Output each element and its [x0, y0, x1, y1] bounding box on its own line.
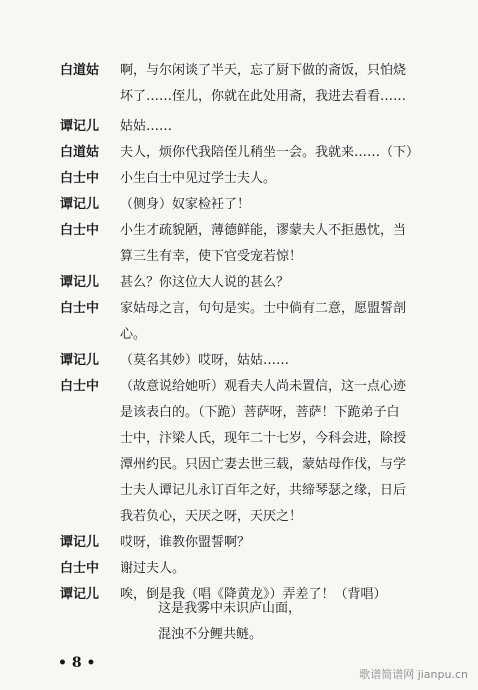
- dialogue-line: 谢过夫人。: [120, 561, 186, 576]
- dialogue-text: [120, 114, 450, 140]
- speaker-name: 谭记儿: [60, 275, 100, 290]
- dialogue-line: （故意说给她听）观看夫人尚未置信，这一点心迹: [120, 379, 407, 394]
- dialogue-line: 啊，与尔闲谈了半天，忘了厨下做的斋饭，只怕烧: [120, 63, 407, 78]
- dialogue-text: [120, 530, 450, 556]
- speaker-name: 谭记儿: [60, 197, 100, 212]
- dialogue-text: [120, 58, 450, 110]
- speaker-name: 谭记儿: [60, 535, 100, 550]
- dialogue-text: [120, 296, 450, 348]
- speaker-name: 白士中: [60, 379, 100, 394]
- speaker-name: 谭记儿: [60, 119, 100, 134]
- dialogue-line: 哎呀，谁教你盟誓啊？: [120, 535, 251, 550]
- dialogue-text: [120, 166, 450, 192]
- dialogue-line: 士夫人谭记儿永订百年之好，共缔琴瑟之缘，日后: [120, 483, 407, 498]
- speaker-name: 白士中: [60, 301, 100, 316]
- song-line: 混浊不分鲤共鲢。: [158, 627, 263, 642]
- dialogue-line: 小生白士中见过学士夫人。: [120, 171, 277, 186]
- dialogue-text: [120, 348, 450, 374]
- dialogue-text: [120, 374, 450, 530]
- dialogue-line: 夫人，烦你代我陪侄儿稍坐一会。我就来……（下）: [120, 145, 420, 160]
- speaker-name: 谭记儿: [60, 353, 100, 368]
- song-line: 这是我雾中未识庐山面，: [158, 601, 302, 616]
- dialogue-text: [120, 218, 450, 270]
- dialogue-line: 姑姑……: [120, 119, 173, 134]
- dialogue-line: （莫名其妙）哎呀，姑姑……: [120, 353, 290, 368]
- dialogue-line: 潭州约民。只因亡妻去世三载，蒙姑母作伐，与学: [120, 457, 407, 472]
- speaker-name: 白道姑: [60, 145, 100, 160]
- dialogue-line: 心。: [120, 327, 147, 342]
- dialogue-text: [120, 270, 450, 296]
- dialogue-line: 小生才疏貌陋，薄德鲜能，谬蒙夫人不拒愚忱，当: [120, 223, 407, 238]
- dialogue-line: （侧身）奴家检衽了！: [120, 197, 251, 212]
- page-number: • 8 •: [58, 655, 96, 671]
- speaker-name: 白道姑: [60, 63, 100, 78]
- dialogue-line: 家姑母之言，句句是实。士中倘有二意，愿盟誓剖: [120, 301, 407, 316]
- dialogue-line: 是该表白的。（下跪）菩萨呀，菩萨！下跪弟子白: [120, 405, 400, 420]
- dialogue-text: [120, 556, 450, 582]
- watermark: 歌谱简谱网 jianpu.cn: [359, 668, 468, 681]
- dialogue-line: 坏了……侄儿，你就在此处用斋，我进去看看……: [120, 89, 407, 104]
- dialogue-line: 士中，汴梁人氏，现年二十七岁，今科会进，除授: [120, 431, 407, 446]
- dialogue-text: [120, 140, 450, 166]
- dialogue-line: 甚么？你这位大人说的甚么？: [120, 275, 290, 290]
- speaker-name: 谭记儿: [60, 587, 100, 602]
- speaker-name: 白士中: [60, 223, 100, 238]
- dialogue-line: 我若负心，天厌之呀，天厌之！: [120, 509, 303, 524]
- dialogue-text: [120, 192, 450, 218]
- speaker-name: 白士中: [60, 561, 100, 576]
- dialogue-line: 算三生有幸，使下官受宠若惊！: [120, 249, 303, 264]
- dialogue-line: 唉，倒是我（唱《降黄龙》）弄差了！（背唱）: [120, 587, 387, 602]
- sung-lyrics: [158, 596, 438, 648]
- speaker-name: 白士中: [60, 171, 100, 186]
